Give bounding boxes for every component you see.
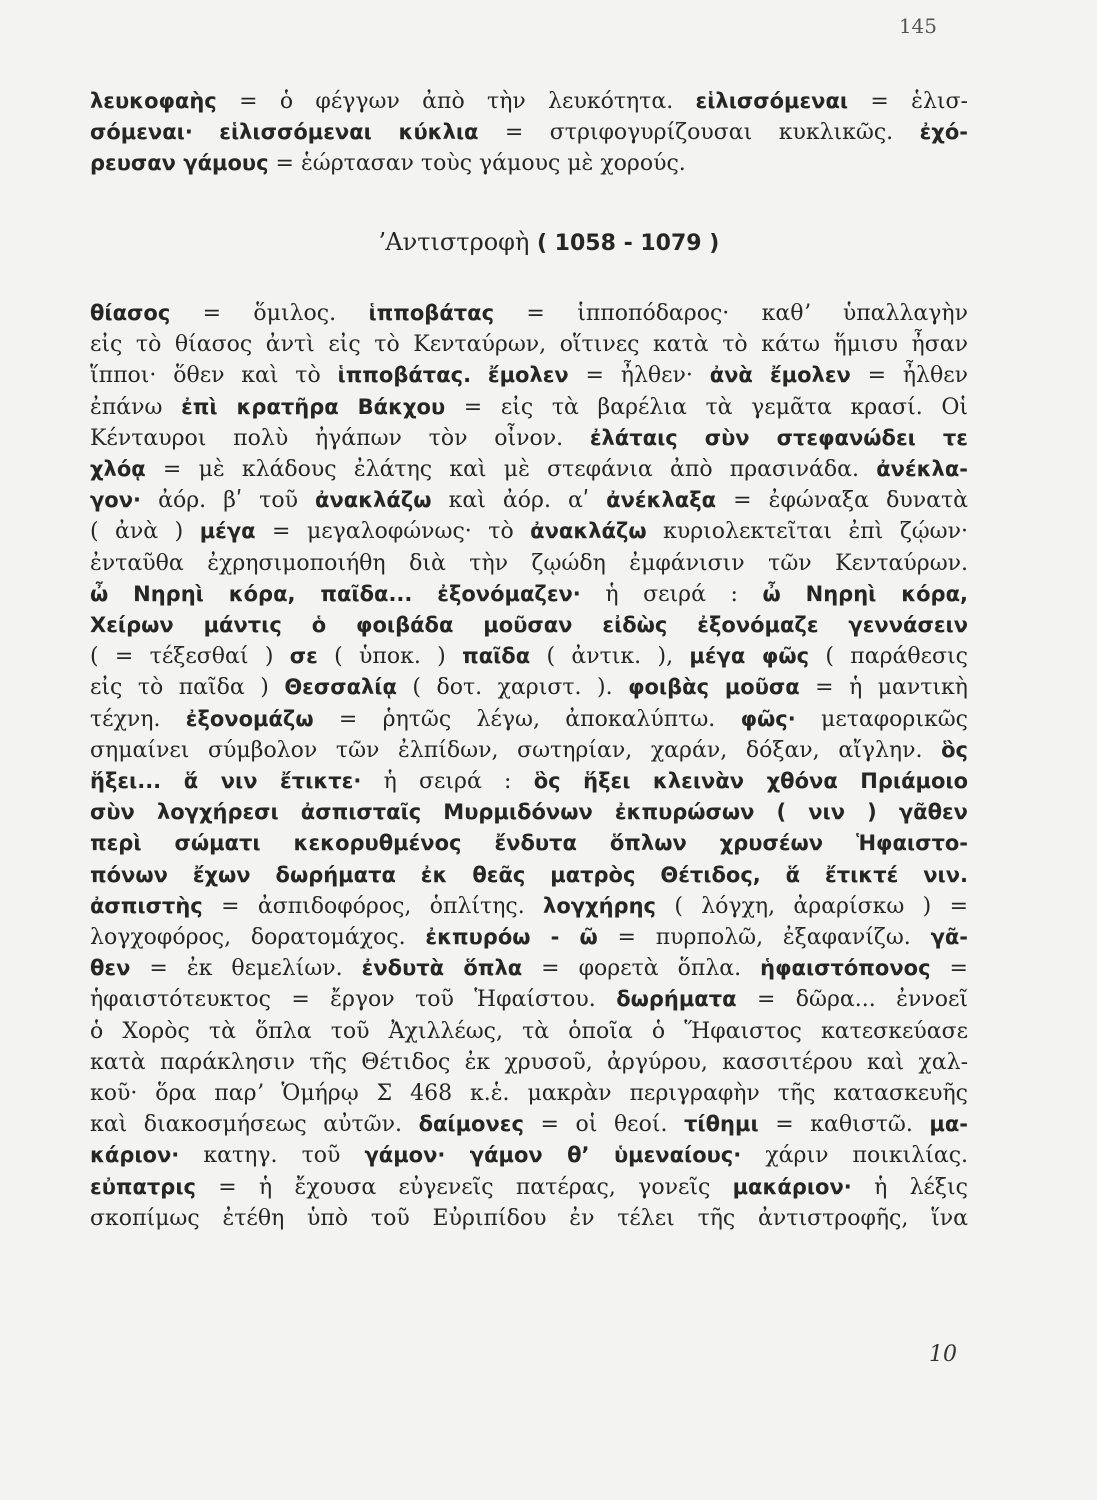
commentary-paragraph-main <box>90 298 968 1234</box>
lemma-term: ἐνδυτὰ ὅπλα <box>361 956 523 981</box>
gloss-text: ἡ σειρά : <box>361 769 534 795</box>
gloss-text: = πυρπολῶ, ἐξαφανίζω. <box>597 925 931 951</box>
lemma-term: ἀνὰ ἔμολεν <box>709 363 851 388</box>
text-line <box>90 86 968 117</box>
lemma-term: εἱλισσόμεναι <box>695 89 849 113</box>
lemma-term: πόνων ἔχων δωρήματα ἐκ θεᾶς ματρὸς Θέτιδος, ἅ ἔτικτέ νιν. <box>90 862 968 887</box>
lemma-term: λευκοφαὴς <box>90 89 217 113</box>
text-line <box>90 828 968 859</box>
gloss-text: = ἱπποπόδαρος· καθʼ ὑπαλλαγὴν <box>494 301 968 326</box>
gloss-text: τέχνη. <box>90 706 186 732</box>
lemma-term: μέγα <box>199 519 256 544</box>
lemma-term: ὃς <box>941 737 968 762</box>
lemma-term: γάμον· γάμον θʼ ὑμεναίους· <box>364 1143 742 1168</box>
text-line <box>90 1047 968 1078</box>
lemma-term: σε <box>289 644 318 669</box>
gloss-text: = οἱ θεοί. <box>523 1112 685 1138</box>
text-line <box>90 579 968 610</box>
text-line <box>90 672 968 703</box>
gloss-text: ( = τέξεσθαί ) <box>90 644 290 670</box>
gloss-text: κατὰ παράκλησιν τῆς Θέτιδος ἐκ χρυσοῦ, ἀργύρου, κασσιτέρου καὶ χαλ- <box>90 1049 968 1075</box>
lemma-term: ἐλάταις σὺν στεφανώδει τε <box>589 425 968 450</box>
text-line <box>90 1140 968 1171</box>
text-line <box>90 1016 968 1047</box>
lemma-term: φῶς· <box>740 706 796 731</box>
gloss-text: = καθιστῶ. <box>758 1112 930 1138</box>
lemma-term: ἐκπυρόω - ῶ <box>425 925 598 950</box>
gloss-text: ἐπάνω <box>90 394 182 420</box>
lemma-term: ὦ Νηρηὶ κόρα, <box>762 581 968 606</box>
lemma-term: τίθημι <box>684 1112 759 1137</box>
gloss-text: κατηγ. τοῦ <box>179 1143 365 1169</box>
commentary-paragraph-top <box>90 86 968 180</box>
gloss-text: λογχοφόρος, δορατομάχος. <box>90 925 426 951</box>
lemma-term: ρευσαν γάμους <box>90 151 269 176</box>
gloss-text: = ἡ μαντικὴ <box>799 675 968 701</box>
text-line <box>90 392 968 423</box>
text-line <box>90 485 968 516</box>
lemma-term: παῖδα <box>462 644 531 669</box>
lemma-term: Θεσσαλίᾳ <box>284 675 397 700</box>
gloss-text: = ἑώρτασαν τοὺς γάμους μὲ χορούς. <box>268 151 686 177</box>
lemma-term: δωρήματα <box>616 987 737 1012</box>
text-line <box>90 454 968 485</box>
section-title-range: ( 1058 - 1079 ) <box>536 231 720 256</box>
text-line <box>90 117 968 148</box>
text-line <box>90 1172 968 1203</box>
text-line <box>90 891 968 922</box>
gloss-text: ( ὑποκ. ) <box>317 644 463 670</box>
gloss-text: κοῦ· ὅρα παρʼ Ὁμήρῳ Σ 468 κ.ἑ. μακρὰν περιγραφὴν τῆς κατασκευῆς <box>90 1081 968 1107</box>
lemma-term: μακάριον· <box>732 1174 852 1199</box>
lemma-term: μέγα φῶς <box>689 644 810 669</box>
lemma-term: λογχήρης <box>543 893 656 918</box>
gloss-text: = ἦλθεν <box>850 363 968 389</box>
gloss-text: χάριν ποικιλίας. <box>741 1143 968 1169</box>
text-line <box>90 860 968 891</box>
lemma-term: εὐπατρις <box>90 1174 196 1199</box>
gloss-text: = ἦλθεν· <box>568 363 710 389</box>
text-line <box>90 1203 968 1234</box>
lemma-term: περὶ σώματι κεκορυθμένος ἔνδυτα ὅπλων χρυσέων Ἡφαιστο- <box>90 831 968 856</box>
lemma-term: ἀσπιστὴς <box>90 893 203 918</box>
gloss-text: = ὅμιλος. <box>170 301 369 326</box>
gloss-text: = μὲ κλάδους ἐλάτης καὶ μὲ στεφάνια ἀπὸ πρασινάδα. <box>145 457 877 483</box>
lemma-term: θίασος <box>90 301 171 325</box>
gloss-text: Κένταυροι πολὺ ἠγάπων τὸν οἶνον. <box>90 425 590 451</box>
lemma-term: θεν <box>90 956 131 981</box>
text-line <box>90 1078 968 1109</box>
gloss-text: ὁ Χορὸς τὰ ὅπλα τοῦ Ἀχιλλέως, τὰ ὁποῖα ὁ Ἥφαιστος κατεσκεύασε <box>90 1018 968 1044</box>
gloss-text: σκοπίμως ἐτέθη ὑπὸ τοῦ Εὐριπίδου ἐν τέλει τῆς ἀντιστροφῆς, ἵνα <box>90 1205 968 1231</box>
gloss-text: = φορετὰ ὅπλα. <box>522 956 761 982</box>
lemma-term: ἱπποβάτας. <box>337 363 472 388</box>
text-line <box>90 298 968 329</box>
lemma-term: ἐξονομάζω <box>185 706 314 731</box>
gloss-text: = δῶρα... ἐννοεῖ <box>736 987 968 1013</box>
lemma-term: χλόᾳ <box>90 457 146 482</box>
signature-mark: 10 <box>929 1342 957 1367</box>
gloss-text: = ἑλισ- <box>848 89 968 114</box>
lemma-term: σόμεναι· <box>90 120 193 145</box>
section-title <box>0 228 1097 256</box>
gloss-text: ( δοτ. χαριστ. ). <box>396 675 629 701</box>
gloss-text: ( λόγχη, ἀραρίσκω ) = <box>655 893 968 919</box>
lemma-term: ἀνακλάζω <box>315 488 432 513</box>
lemma-term: δαίμονες <box>418 1112 524 1137</box>
lemma-term: ὦ Νηρηὶ κόρα, παῖδα... ἐξονόμαζεν· <box>90 581 581 606</box>
gloss-text: ἡ λέξις <box>851 1174 968 1200</box>
text-line <box>90 704 968 735</box>
lemma-term: ἐχό- <box>919 120 968 145</box>
gloss-text <box>471 363 488 388</box>
text-line <box>90 641 968 672</box>
gloss-text: = ὁ φέγγων ἀπὸ τὴν λευκότητα. <box>216 89 696 114</box>
text-line <box>90 984 968 1015</box>
lemma-term: φοιβὰς μοῦσα <box>628 675 800 700</box>
text-line <box>90 148 968 179</box>
gloss-text: κυριολεκτεῖται ἐπὶ ζῴων· <box>646 519 968 545</box>
gloss-text: ( παράθεσις <box>809 644 968 670</box>
gloss-text: = ἐκ θεμελίων. <box>130 956 362 982</box>
gloss-text: εἰς τὸ θίασος ἀντὶ εἰς τὸ Κενταύρων, οἵτινες κατὰ τὸ κάτω ἥμισυ ἦσαν <box>90 332 968 358</box>
lemma-term: ἐπὶ κρατῆρα Βάκχου <box>181 394 446 419</box>
gloss-text: = <box>930 956 968 982</box>
text-line <box>90 922 968 953</box>
lemma-term: γον· <box>90 488 142 513</box>
gloss-text: καὶ διακοσμήσεως αὐτῶν. <box>90 1112 419 1138</box>
gloss-text: ἡφαιστότευκτος = ἔργον τοῦ Ἡφαίστου. <box>90 987 617 1013</box>
lemma-term: σὺν λογχήρεσι ἀσπισταῖς Μυρμιδόνων ἐκπυρώσων ( νιν ) γᾶθεν <box>90 800 968 825</box>
gloss-text: ( ἀντικ. ), <box>530 644 690 670</box>
gloss-text: = στριφογυρίζουσαι κυκλικῶς. <box>478 120 920 146</box>
page-number: 145 <box>898 14 937 38</box>
gloss-text: καὶ ἀόρ. αʹ <box>431 488 607 514</box>
gloss-text: = ἀσπιδοφόρος, ὁπλίτης. <box>202 893 544 919</box>
gloss-text: σημαίνει σύμβολον τῶν ἐλπίδων, σωτηρίαν, χαράν, δόξαν, αἴγλην. <box>90 737 942 763</box>
lemma-term: ἱπποβάτας <box>368 301 495 325</box>
gloss-text: = εἰς τὰ βαρέλια τὰ γεμᾶτα κρασί. Οἱ <box>445 394 968 420</box>
text-line <box>90 360 968 391</box>
lemma-term: γᾶ- <box>930 925 968 950</box>
gloss-text: = μεγαλοφώνως· τὸ <box>255 519 531 545</box>
gloss-text: ἐνταῦθα ἐχρησιμοποιήθη διὰ τὴν ζῳώδη ἐμφάνισιν τῶν Κενταύρων. <box>90 550 968 576</box>
lemma-term: Χείρων μάντις ὁ φοιβάδα μοῦσαν εἰδὼς ἐξονόμαζε γεννάσειν <box>90 613 968 638</box>
gloss-text <box>193 120 219 145</box>
text-line <box>90 953 968 984</box>
text-line <box>90 766 968 797</box>
gloss-text: εἰς τὸ παῖδα ) <box>90 675 285 701</box>
gloss-text: ἀόρ. βʹ τοῦ <box>141 488 316 514</box>
text-line <box>90 329 968 360</box>
lemma-term: κάριον· <box>90 1143 180 1168</box>
lemma-term: εἱλισσόμεναι κύκλια <box>219 120 479 145</box>
gloss-text: = ῥητῶς λέγω, ἀποκαλύπτω. <box>313 706 741 732</box>
text-line <box>90 423 968 454</box>
lemma-term: ἀνακλάζω <box>530 519 647 544</box>
text-line <box>90 516 968 547</box>
gloss-text: ἵπποι· ὅθεν καὶ τὸ <box>90 363 338 389</box>
lemma-term: ἀνέκλαξα <box>606 488 717 513</box>
text-line <box>90 1109 968 1140</box>
gloss-text: ( ἀνὰ ) <box>90 519 200 545</box>
gloss-text: = ἐφώναξα δυνατὰ <box>716 488 968 514</box>
text-line <box>90 548 968 579</box>
lemma-term: μα- <box>929 1112 968 1137</box>
text-line <box>90 797 968 828</box>
lemma-term: ὃς ἥξει κλεινὰν χθόνα Πριάμοιο <box>533 769 968 794</box>
text-line <box>90 735 968 766</box>
section-title-label: ʼΑντιστροφὴ <box>377 228 530 256</box>
gloss-text: = ἡ ἔχουσα εὐγενεῖς πατέρας, γονεῖς <box>195 1174 733 1200</box>
gloss-text: ἡ σειρά : <box>580 581 763 607</box>
gloss-text: μεταφορικῶς <box>795 706 968 732</box>
lemma-term: ἡφαιστόπονος <box>760 956 931 981</box>
lemma-term: ἔμολεν <box>487 363 569 388</box>
lemma-term: ἀνέκλα- <box>876 457 968 482</box>
lemma-term: ἥξει... ἅ νιν ἔτικτε· <box>90 769 362 794</box>
text-line <box>90 610 968 641</box>
